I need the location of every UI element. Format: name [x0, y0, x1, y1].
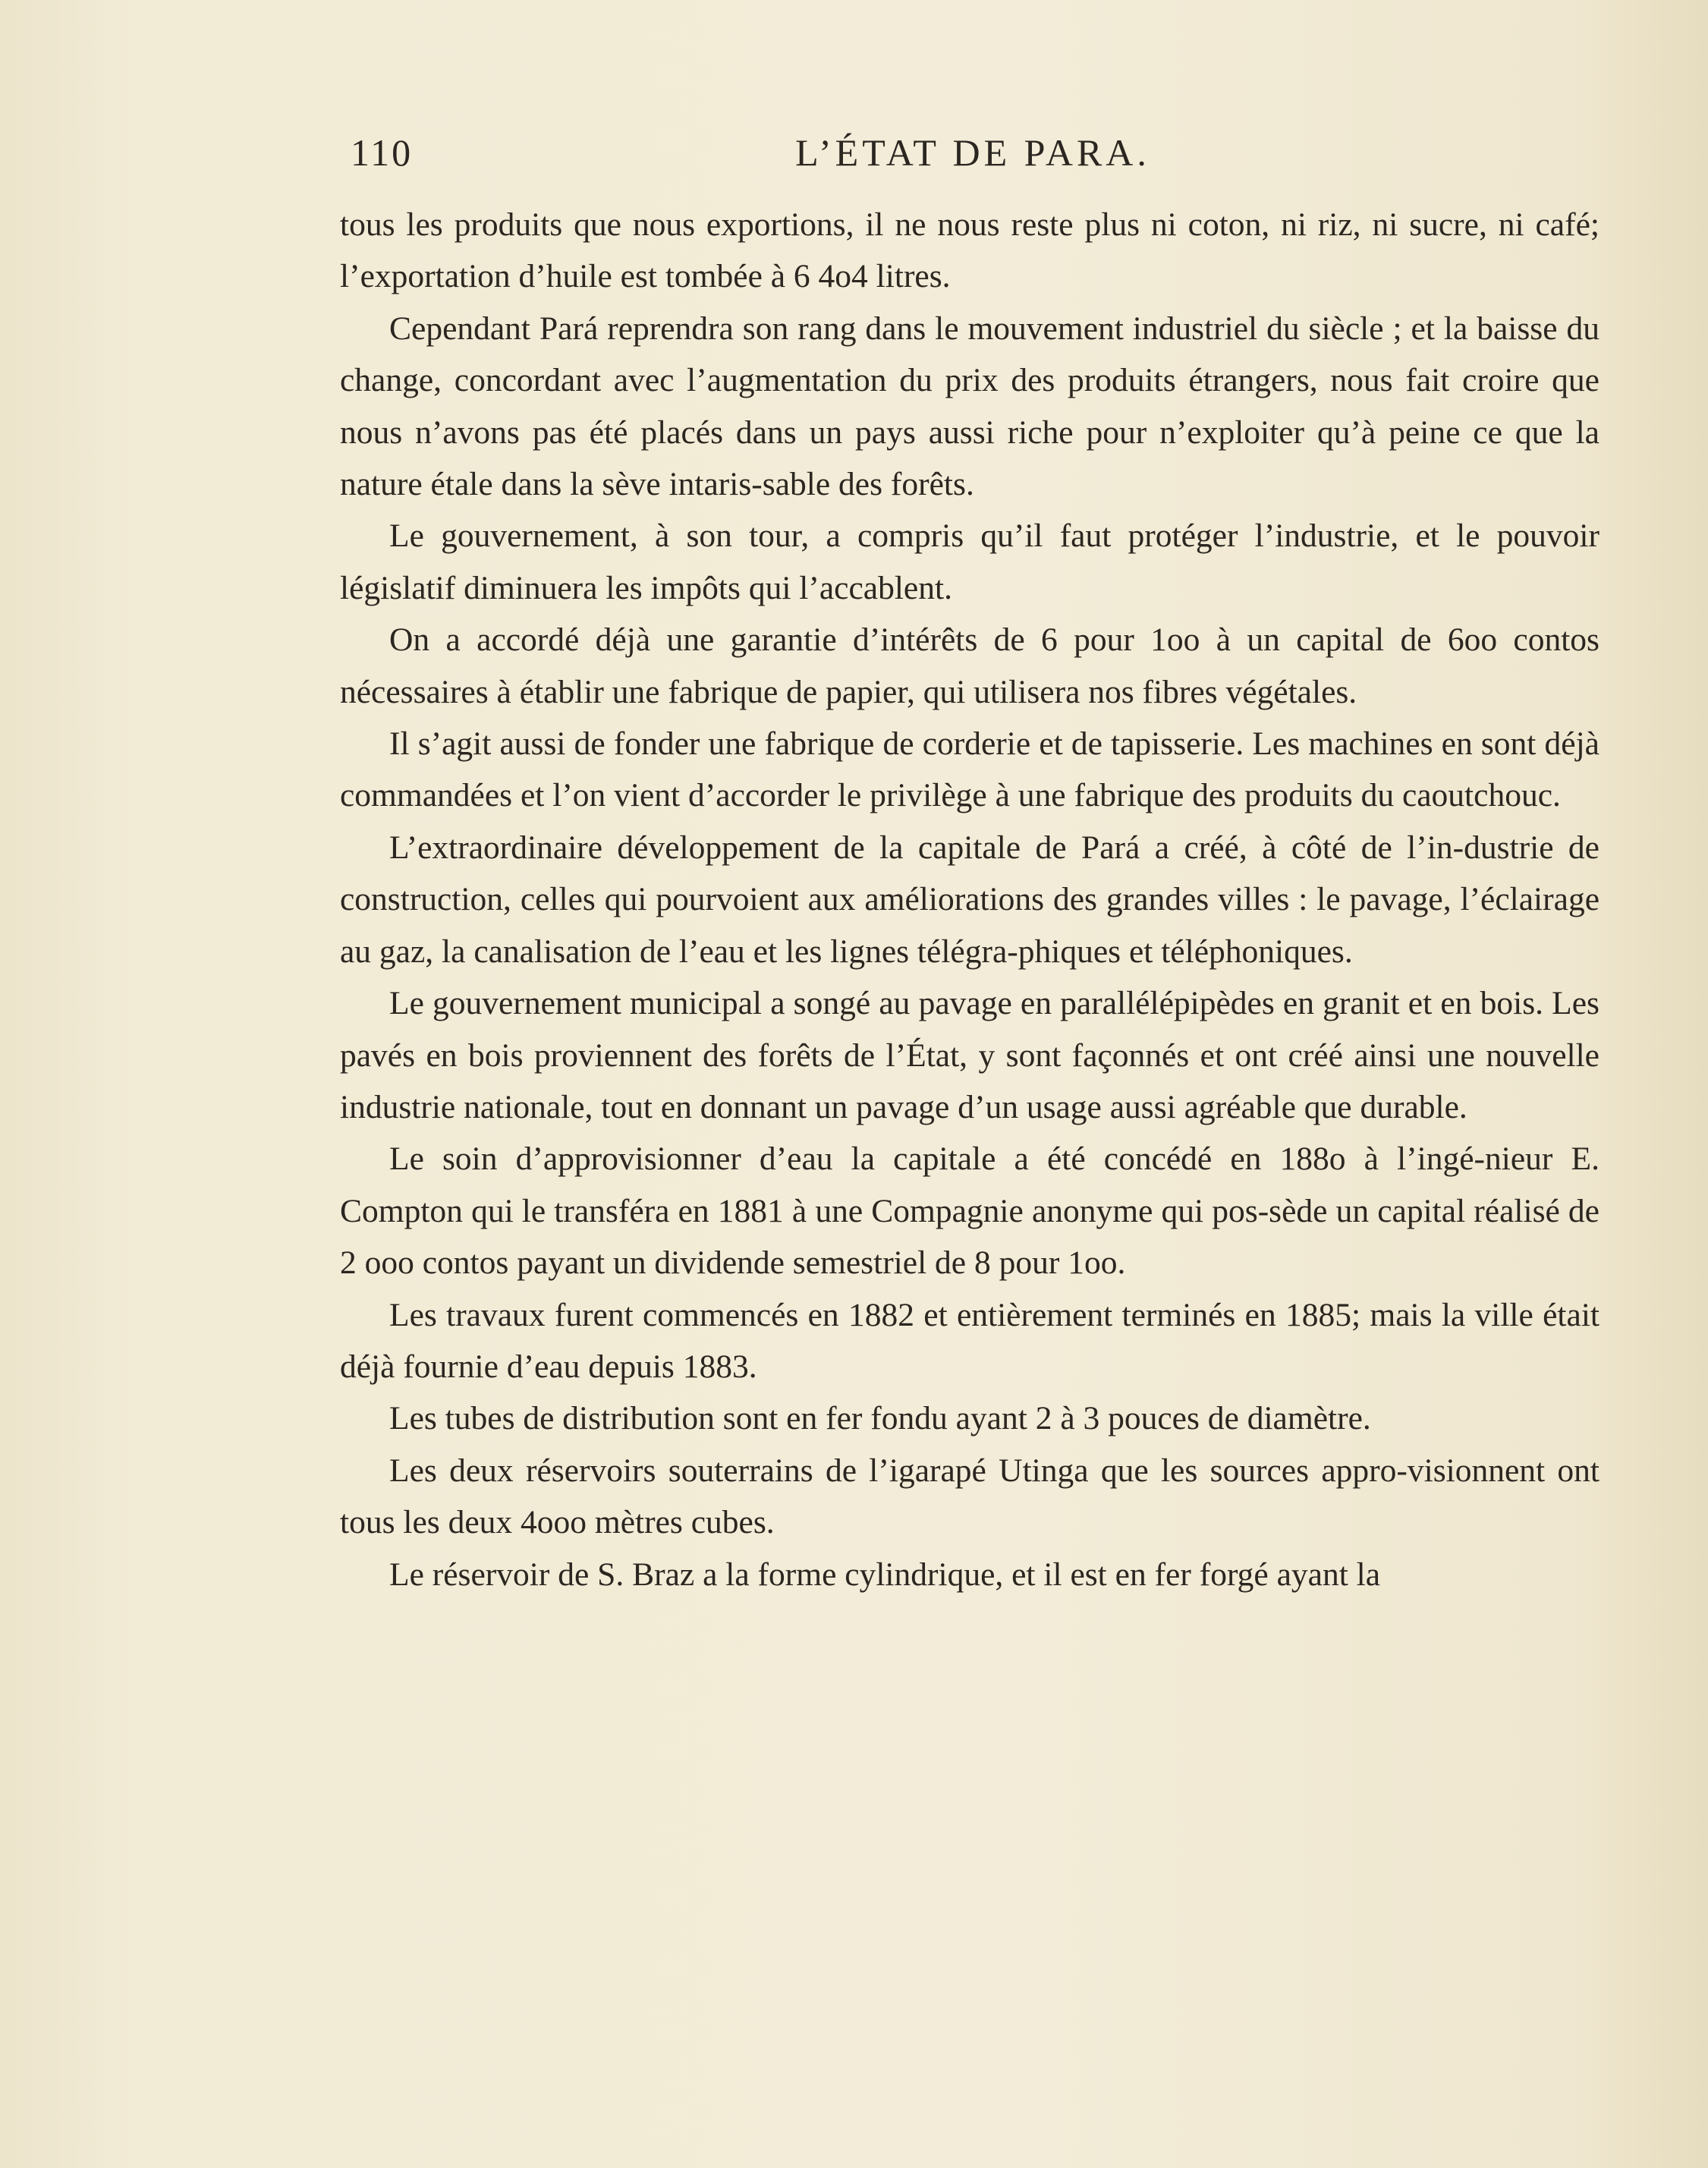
page-number: 110	[351, 131, 414, 174]
paragraph: Le réservoir de S. Braz a la forme cylindrique, et il est en fer forgé ayant la	[389, 1556, 1381, 1593]
paragraph: On a accordé déjà une garantie d’intérêts de 6 pour 1oo à un capital de 6oo contos nécessaires à établir une fabrique de papier, qui utilisera nos fibres végétales.	[340, 621, 1599, 710]
paragraph: Les deux réservoirs souterrains de l’igarapé Utinga que les sources appro-visionnent ont tous les deux 4ooo mètres cubes.	[340, 1452, 1599, 1541]
paragraph: Le gouvernement, à son tour, a compris qu’il faut protéger l’industrie, et le pouvoir législatif diminuera les impôts qui l’accablent.	[340, 518, 1599, 606]
page-header	[351, 131, 1595, 184]
paragraph: Il s’agit aussi de fonder une fabrique de corderie et de tapisserie. Les machines en sont déjà commandées et l’on vient d’accorder le privilège à une fabrique des produits du caoutchouc.	[340, 725, 1599, 814]
paragraph: Les travaux furent commencés en 1882 et entièrement terminés en 1885; mais la ville était déjà fournie d’eau depuis 1883.	[340, 1296, 1599, 1385]
paragraph-continuation: tous les produits que nous exportions, il ne nous reste plus ni coton, ni riz, ni sucre, ni café; l’exportation d’huile est tombée à 6 4o4 litres.	[340, 206, 1599, 295]
paragraph: L’extraordinaire développement de la capitale de Pará a créé, à côté de l’in-dustrie de construction, celles qui pourvoient aux améliorations des grandes villes : le pavage, l’éclairage au gaz, la canalisation de l’eau et les lignes télégra-phiques et téléphoniques.	[340, 829, 1599, 970]
paragraph: Le gouvernement municipal a songé au pavage en parallélépipèdes en granit et en bois. Les pavés en bois proviennent des forêts de l’État, y sont façonnés et ont créé ainsi une nouvelle industrie nationale, tout en donnant un pavage d’un usage aussi agréable que durable.	[340, 985, 1599, 1125]
paragraph: Cependant Pará reprendra son rang dans le mouvement industriel du siècle ; et la baisse du change, concordant avec l’augmentation du prix des produits étrangers, nous fait croire que nous n’avons pas été placés dans un pays aussi riche pour n’exploiter qu’à peine ce que la nature étale dans la sève intaris-sable des forêts.	[340, 310, 1599, 503]
paragraph: Les tubes de distribution sont en fer fondu ayant 2 à 3 pouces de diamètre.	[389, 1400, 1371, 1437]
running-title: L’ÉTAT DE PARA.	[795, 131, 1150, 174]
body-text	[340, 199, 1599, 1600]
paragraph: Le soin d’approvisionner d’eau la capitale a été concédé en 188o à l’ingé-nieur E. Compton qui le transféra en 1881 à une Compagnie anonyme qui pos-sède un capital réalisé de 2 ooo contos payant un dividende semestriel de 8 pour 1oo.	[340, 1141, 1599, 1282]
